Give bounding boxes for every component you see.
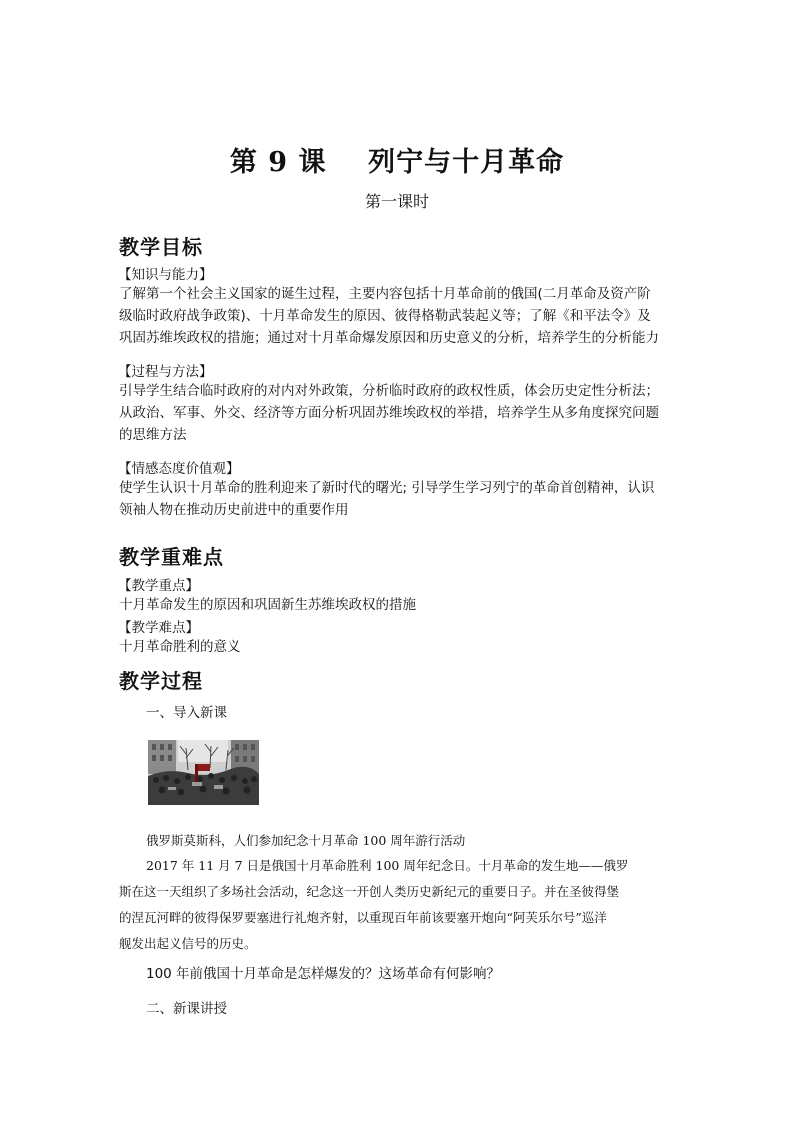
text-line: 斯在这一天组织了多场社会活动，纪念这一开创人类历史新纪元的重要日子。并在圣彼得堡 xyxy=(119,884,620,899)
focus-text: 十月革命发生的原因和巩固新生苏维埃政权的措施 xyxy=(119,597,416,613)
step-intro: 一、导入新课 xyxy=(146,705,227,721)
text-line: 领袖人物在推动历史前进中的重要作用 xyxy=(119,502,349,518)
parade-photo-graphic xyxy=(148,740,259,805)
process-method-label: 【过程与方法】 xyxy=(118,364,213,380)
text-line: 舰发出起义信号的历史。 xyxy=(119,936,257,951)
knowledge-label: 【知识与能力】 xyxy=(118,267,213,283)
process-method-text xyxy=(119,380,679,446)
difficulty-label: 【教学难点】 xyxy=(118,620,199,636)
text-line: 了解第一个社会主义国家的诞生过程，主要内容包括十月革命前的俄国(二月革命及资产阶 xyxy=(119,286,651,302)
key-points-heading: 教学重难点 xyxy=(119,545,224,569)
text-line: 巩固苏维埃政权的措施；通过对十月革命爆发原因和历史意义的分析，培养学生的分析能力 xyxy=(119,330,659,346)
lesson-subtitle: 第一课时 xyxy=(364,192,429,211)
lead-question: 100 年前俄国十月革命是怎样爆发的？这场革命有何影响？ xyxy=(146,966,501,982)
parade-photo xyxy=(148,740,259,805)
text-line: 从政治、军事、外交、经济等方面分析巩固苏维埃政权的举措，培养学生从多角度探究问题 xyxy=(119,405,659,421)
text-line: 引导学生结合临时政府的对内对外政策，分析临时政府的政权性质，体会历史定性分析法； xyxy=(119,383,659,399)
text-line: 的思维方法 xyxy=(119,427,187,443)
text-line: 使学生认识十月革命的胜利迎来了新时代的曙光; 引导学生学习列宁的革命首创精神，认识 xyxy=(119,480,655,496)
step-new-lesson: 二、新课讲授 xyxy=(146,1001,227,1017)
attitude-label: 【情感态度价值观】 xyxy=(118,461,240,477)
text-line: 级临时政府战争政策)、十月革命发生的原因、彼得格勒武装起义等；了解《和平法令》及 xyxy=(119,308,651,324)
photo-caption: 俄罗斯莫斯科，人们参加纪念十月革命 100 周年游行活动 xyxy=(146,833,466,848)
lesson-title: 第 9 课 列宁与十月革命 xyxy=(229,147,565,178)
text-line: 2017 年 11 月 7 日是俄国十月革命胜利 100 周年纪念日。十月革命的发生地——俄罗 xyxy=(146,858,629,873)
attitude-text xyxy=(119,477,679,521)
teaching-process-heading: 教学过程 xyxy=(119,669,203,693)
focus-label: 【教学重点】 xyxy=(118,578,199,594)
difficulty-text: 十月革命胜利的意义 xyxy=(119,639,241,655)
news-paragraph xyxy=(119,853,679,957)
objectives-heading: 教学目标 xyxy=(119,235,203,259)
text-line: 的涅瓦河畔的彼得保罗要塞进行礼炮齐射，以重现百年前该要塞开炮向“阿芙乐尔号”巡洋 xyxy=(119,910,607,925)
knowledge-text xyxy=(119,283,679,349)
